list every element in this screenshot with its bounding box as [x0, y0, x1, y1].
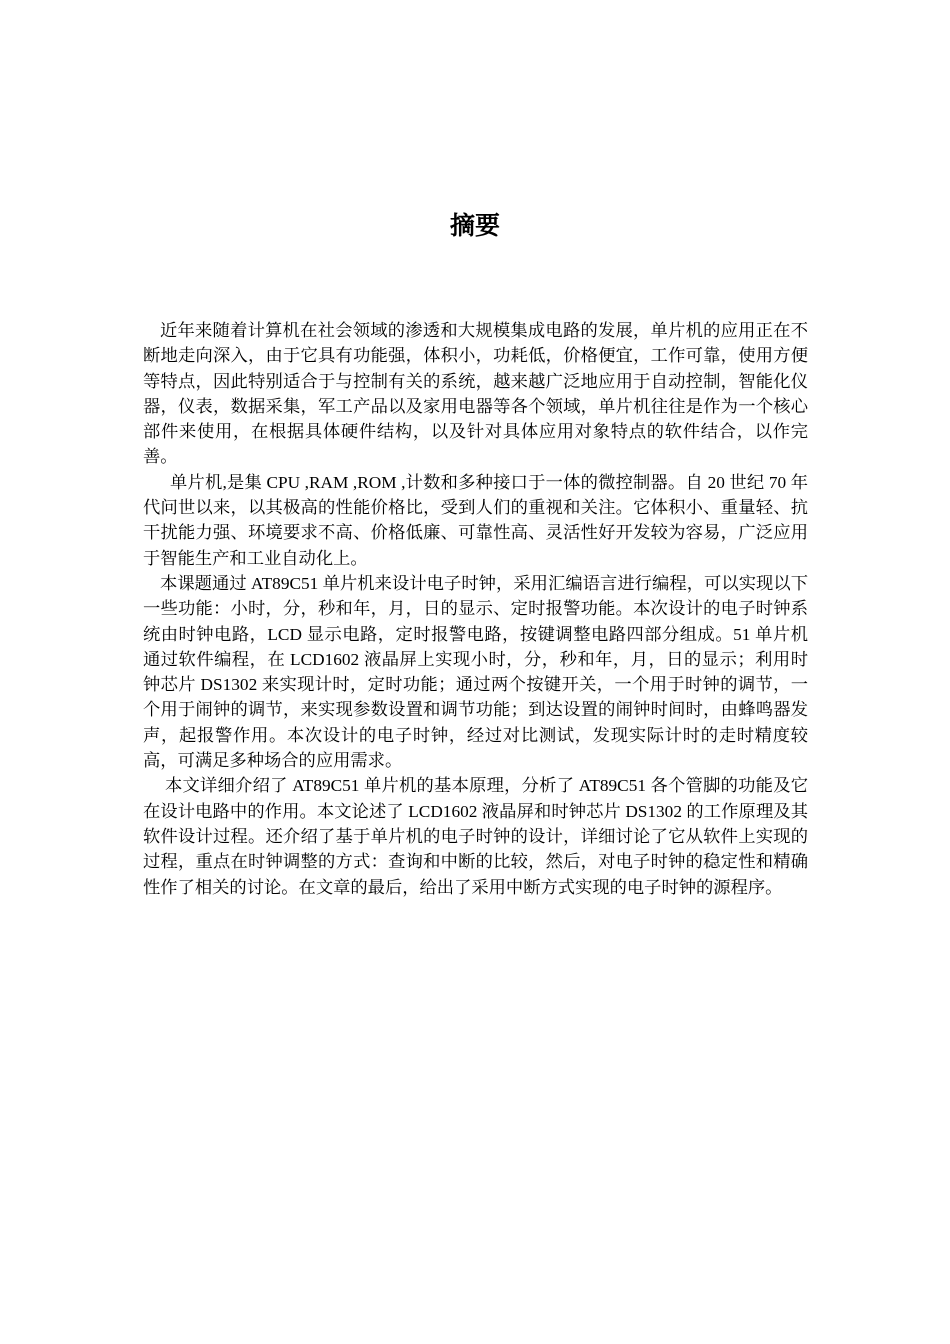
abstract-paragraph-2: 单片机,是集 CPU ,RAM ,ROM ,计数和多种接口于一体的微控制器。自 20 世纪 70 年代问世以来，以其极高的性能价格比，受到人们的重视和关注。它体积小、重量轻、抗干扰能力强、环境要求不高、价格低廉、可靠性高、灵活性好开发较为容易，广泛应用于智能生产和工业自动化上。 [143, 472, 808, 568]
abstract-body [143, 318, 808, 900]
abstract-paragraph-4: 本文详细介绍了 AT89C51 单片机的基本原理，分析了 AT89C51 各个管脚的功能及它在设计电路中的作用。本文论述了 LCD1602 液晶屏和时钟芯片 DS1302 的工作原理及其软件设计过程。还介绍了基于单片机的电子时钟的设计，详细讨论了它从软件上实现的过程，重点在时钟调整的方式：查询和中断的比较，然后，对电子时钟的稳定性和精确性作了相关的讨论。在文章的最后，给出了采用中断方式实现的电子时钟的源程序。 [143, 776, 808, 897]
abstract-paragraph-3: 本课题通过 AT89C51 单片机来设计电子时钟，采用汇编语言进行编程，可以实现以下一些功能：小时，分，秒和年，月，日的显示、定时报警功能。本次设计的电子时钟系统由时钟电路，LCD 显示电路，定时报警电路，按键调整电路四部分组成。51 单片机通过软件编程，在 LCD1602 液晶屏上实现小时，分，秒和年，月，日的显示；利用时钟芯片 DS1302 来实现计时，定时功能；通过两个按键开关，一个用于时钟的调节，一个用于闹钟的调节，来实现参数设置和调节功能；到达设置的闹钟时间时，由蜂鸣器发声，起报警作用。本次设计的电子时钟，经过对比测试，发现实际计时的走时精度较高，可满足多种场合的应用需求。 [143, 573, 808, 771]
abstract-title: 摘要 [449, 211, 500, 240]
abstract-paragraph-1: 近年来随着计算机在社会领域的渗透和大规模集成电路的发展，单片机的应用正在不断地走向深入，由于它具有功能强，体积小，功耗低，价格便宜，工作可靠，使用方便等特点，因此特别适合于与控制有关的系统，越来越广泛地应用于自动控制，智能化仪器，仪表，数据采集，军工产品以及家用电器等各个领域，单片机往往是作为一个核心部件来使用，在根据具体硬件结构，以及针对具体应用对象特点的软件结合，以作完善。 [143, 321, 808, 467]
